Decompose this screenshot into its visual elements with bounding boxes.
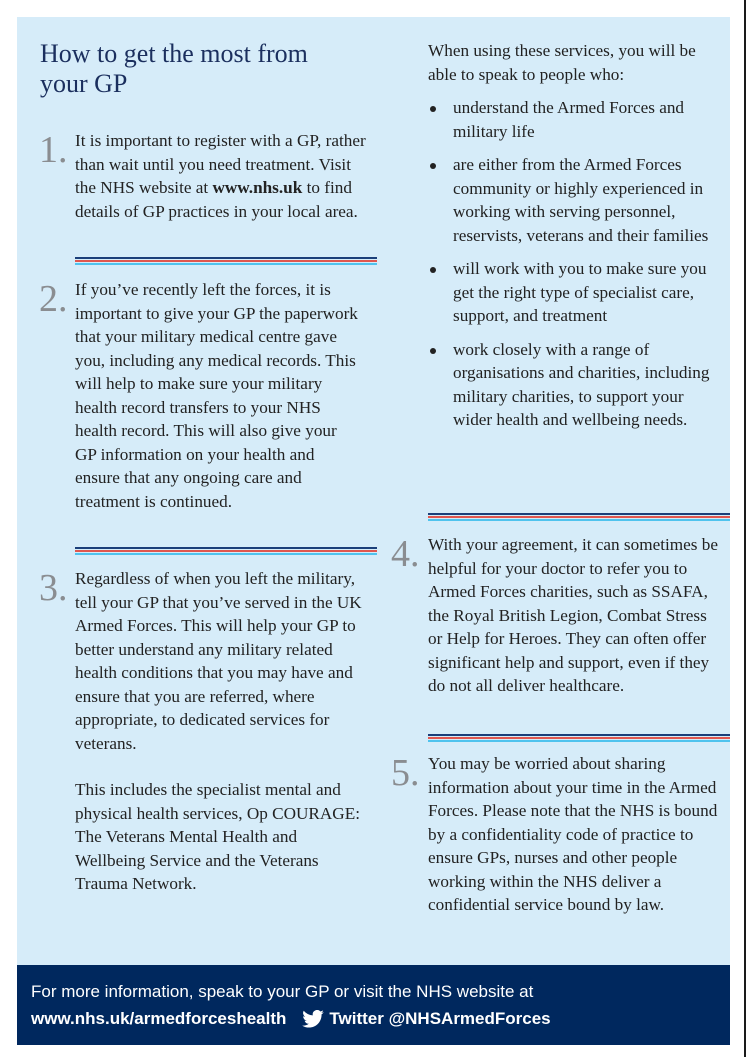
twitter-link[interactable] [302,1009,550,1029]
services-bullet [428,257,718,328]
tip-text: If you’ve recently left the forces, it is important to give your GP the paperwork that your military medical centre gave you, including any medical records. This will help to make sure your military health record transfers to your NHS health record. This will also give your GP information on your health and ensure that any ongoing care and treatment is continued. [75,280,358,511]
tip-item-1 [39,129,369,223]
twitter-handle: Twitter @NHSArmedForces [329,1009,551,1028]
twitter-bird-icon [302,1010,324,1028]
section-divider [428,513,730,521]
bullet-text: will work with you to make sure you get the right type of specialist care, support, and treatment [453,259,707,325]
bullet-icon [430,348,436,354]
tip-number: 3. [39,567,68,609]
bullet-icon [430,106,436,112]
tip-text: With your agreement, it can sometimes be helpful for your doctor to refer you to Armed Forces charities, such as SSAFA, the Royal British Legion, Combat Stress or Help for Heroes. They can often offer significant help and support, even if they do not all deliver healthcare. [428,535,718,695]
tip-number: 5. [391,752,420,794]
armed-forces-health-link[interactable]: www.nhs.uk/armedforceshealth [31,1009,287,1028]
tip-text: Regardless of when you left the military, tell your GP that you’ve served in the UK Armed Forces. This will help your GP to better understand any military related health conditions that you may have and ensure that you are referred, where appropriate, to dedicated services for veterans. [75,569,362,753]
footer-links [31,1009,551,1029]
footer-banner [17,965,730,1045]
bullet-text: understand the Armed Forces and military life [453,98,685,141]
tip-text: You may be worried about sharing information about your time in the Armed Forces. Please note that the NHS is bound by a confidentiality code of practice to ensure GPs, nurses and other people working within the NHS deliver a confidential service bound by law. [428,754,718,914]
services-section [428,39,718,442]
tip-number: 2. [39,278,68,320]
tip-number: 4. [391,533,420,575]
tip-item-3 [39,567,384,896]
tip-text [75,129,375,223]
bullet-text: work closely with a range of organisations and charities, including military charities, to support your wider health and wellbeing needs. [453,339,710,429]
content-panel [17,17,730,965]
section-divider [75,547,377,555]
services-bullet [428,96,718,143]
tip-item-5 [391,752,726,917]
services-intro: When using these services, you will be able to speak to people who: [428,41,696,84]
tip-item-2 [39,278,379,513]
bullet-icon [430,163,436,169]
services-bullet-list [428,96,718,432]
tip-text-continued: This includes the specialist mental and physical health services, Op COURAGE: The Veterans Mental Health and Wellbeing Service and the Veterans Trauma Network. [75,780,360,893]
footer-info-text: For more information, speak to your GP or visit the NHS website at [31,982,534,1001]
section-divider [428,734,730,742]
services-bullet [428,338,718,432]
nhs-website-link[interactable]: www.nhs.uk [212,178,303,197]
services-bullet [428,153,718,247]
tip-text-part: It is important to register with a GP, rather than wait until you need treatment. Visit the NHS website at [75,131,366,197]
tip-text-part: to find details of GP practices in your local area. [75,178,358,221]
section-divider [75,257,377,265]
bullet-icon [430,267,436,273]
tip-item-4 [391,533,726,698]
tip-number: 1. [39,129,68,171]
page-title: How to get the most from your GP [40,39,308,98]
bullet-text: are either from the Armed Forces community or highly experienced in working with serving personnel, reservists, veterans and their families [453,155,709,245]
